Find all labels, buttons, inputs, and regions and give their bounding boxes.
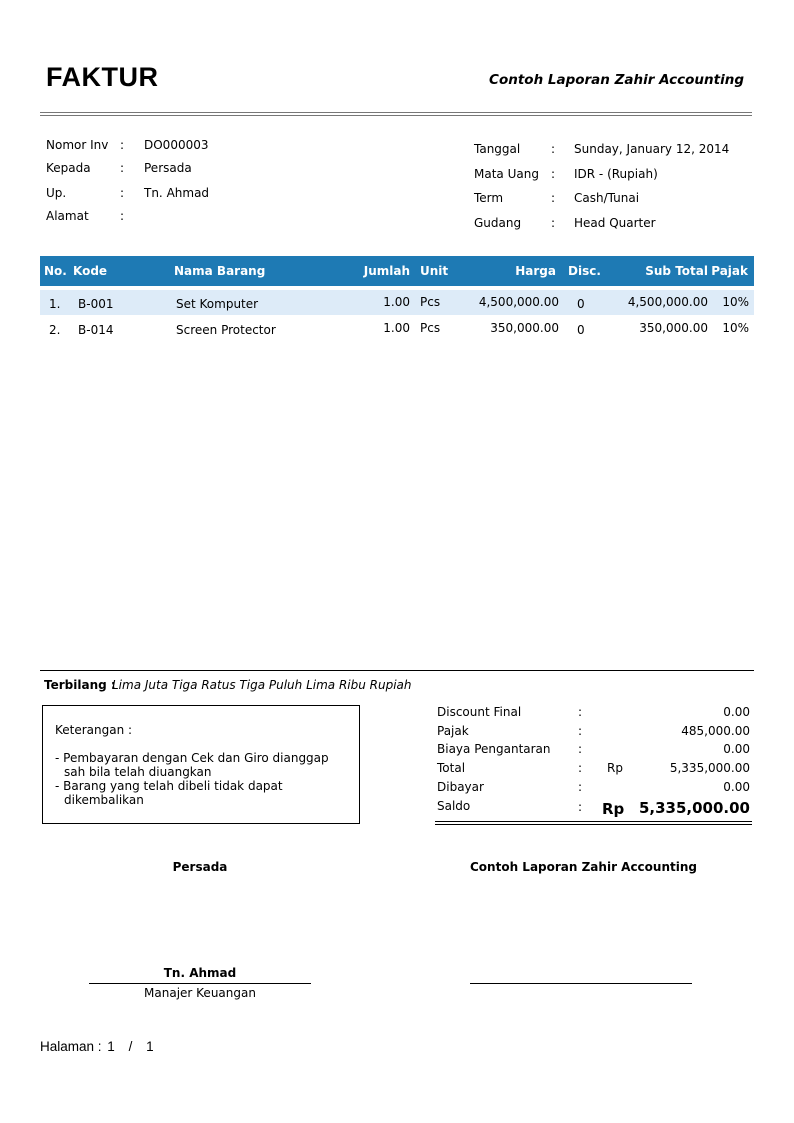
keterangan-line: dikembalikan (64, 793, 144, 807)
tanggal-label: Tanggal (474, 142, 521, 156)
cell-pajak: 10% (722, 295, 749, 309)
page-label: Halaman : (40, 1039, 102, 1054)
cell-no: 1. (49, 297, 61, 311)
cell-disc: 0 (577, 297, 585, 311)
pajak-colon: : (578, 724, 583, 738)
biaya-pengantaran-colon: : (578, 742, 583, 756)
dibayar-label: Dibayar (437, 780, 484, 794)
nomor-inv-label: Nomor Inv (46, 138, 109, 152)
discount-final-value: 0.00 (723, 705, 750, 719)
biaya-pengantaran-value: 0.00 (723, 742, 750, 756)
cell-harga: 4,500,000.00 (478, 295, 559, 309)
pajak-label: Pajak (437, 724, 469, 738)
term-value: Cash/Tunai (574, 191, 640, 205)
tanggal-value: Sunday, January 12, 2014 (574, 142, 730, 156)
alamat-label: Alamat (46, 209, 89, 223)
keterangan-title: Keterangan : (55, 723, 133, 737)
mata-uang-label: Mata Uang (474, 167, 539, 181)
signature-left-name: Tn. Ahmad (163, 966, 237, 980)
terbilang-label: Terbilang : (44, 678, 116, 692)
keterangan-line: - Pembayaran dengan Cek dan Giro dianggap (55, 751, 329, 765)
cell-kode: B-001 (78, 297, 114, 311)
page-separator: / (128, 1039, 133, 1054)
mata-uang-value: IDR - (Rupiah) (574, 167, 658, 181)
terbilang-value: Lima Juta Tiga Ratus Tiga Puluh Lima Ribu Rupiah (112, 678, 412, 692)
total-value: 5,335,000.00 (669, 761, 750, 775)
tanggal-colon: : (551, 142, 556, 156)
col-header-unit: Unit (420, 264, 449, 278)
page-indicator (40, 1039, 154, 1054)
nomor-inv-value: DO000003 (144, 138, 209, 152)
col-header-kode: Kode (73, 264, 108, 278)
summary-double-line-2 (435, 824, 752, 825)
col-header-jumlah: Jumlah (363, 264, 410, 278)
cell-jumlah: 1.00 (383, 321, 410, 335)
header-divider-2 (40, 115, 752, 116)
signature-left-line (89, 983, 311, 984)
total-colon: : (578, 761, 583, 775)
up-value: Tn. Ahmad (144, 186, 210, 200)
signature-left-company: Persada (172, 860, 228, 874)
total-currency: Rp (607, 761, 623, 775)
gudang-colon: : (551, 216, 556, 230)
up-label: Up. (46, 186, 67, 200)
keterangan-line: - Barang yang telah dibeli tidak dapat (55, 779, 283, 793)
cell-unit: Pcs (420, 321, 441, 335)
mata-uang-colon: : (551, 167, 556, 181)
header-divider (40, 112, 752, 113)
col-header-pajak: Pajak (711, 264, 748, 278)
col-header-harga: Harga (515, 264, 556, 278)
discount-final-colon: : (578, 705, 583, 719)
document-title: FAKTUR (46, 62, 159, 92)
kepada-label: Kepada (46, 161, 91, 175)
cell-subtotal: 4,500,000.00 (627, 295, 708, 309)
col-header-disc: Disc. (568, 264, 601, 278)
saldo-colon: : (578, 800, 583, 814)
cell-subtotal: 350,000.00 (639, 321, 708, 335)
cell-kode: B-014 (78, 323, 114, 337)
signature-right-line (470, 983, 692, 984)
kepada-colon: : (120, 161, 125, 175)
term-label: Term (474, 191, 504, 205)
cell-unit: Pcs (420, 295, 441, 309)
col-header-subtotal: Sub Total (645, 264, 708, 278)
gudang-value: Head Quarter (574, 216, 656, 230)
saldo-currency: Rp (602, 800, 625, 818)
cell-pajak: 10% (722, 321, 749, 335)
saldo-label: Saldo (437, 799, 471, 813)
col-header-no: No. (44, 264, 67, 278)
discount-final-label: Discount Final (437, 705, 522, 719)
cell-jumlah: 1.00 (383, 295, 410, 309)
company-name: Contoh Laporan Zahir Accounting (489, 72, 744, 88)
up-colon: : (120, 186, 125, 200)
cell-nama: Set Komputer (176, 297, 259, 311)
cell-disc: 0 (577, 323, 585, 337)
col-header-nama-barang: Nama Barang (174, 264, 266, 278)
cell-harga: 350,000.00 (490, 321, 559, 335)
saldo-value: 5,335,000.00 (638, 799, 750, 817)
terbilang-divider (40, 670, 754, 671)
term-colon: : (551, 191, 556, 205)
total-label: Total (437, 761, 466, 775)
alamat-colon: : (120, 209, 125, 223)
dibayar-colon: : (578, 780, 583, 794)
cell-nama: Screen Protector (176, 323, 276, 337)
nomor-inv-colon: : (120, 138, 125, 152)
dibayar-value: 0.00 (723, 780, 750, 794)
biaya-pengantaran-label: Biaya Pengantaran (437, 742, 551, 756)
keterangan-line: sah bila telah diuangkan (64, 765, 212, 779)
signature-right-company: Contoh Laporan Zahir Accounting (470, 860, 697, 874)
pajak-value: 485,000.00 (681, 724, 750, 738)
cell-no: 2. (49, 323, 61, 337)
gudang-label: Gudang (474, 216, 522, 230)
kepada-value: Persada (144, 161, 192, 175)
summary-double-line (435, 821, 752, 822)
page-current: 1 (107, 1039, 115, 1054)
items-table-header (40, 256, 754, 286)
page-total: 1 (146, 1039, 154, 1054)
signature-left-title: Manajer Keuangan (144, 986, 256, 1000)
